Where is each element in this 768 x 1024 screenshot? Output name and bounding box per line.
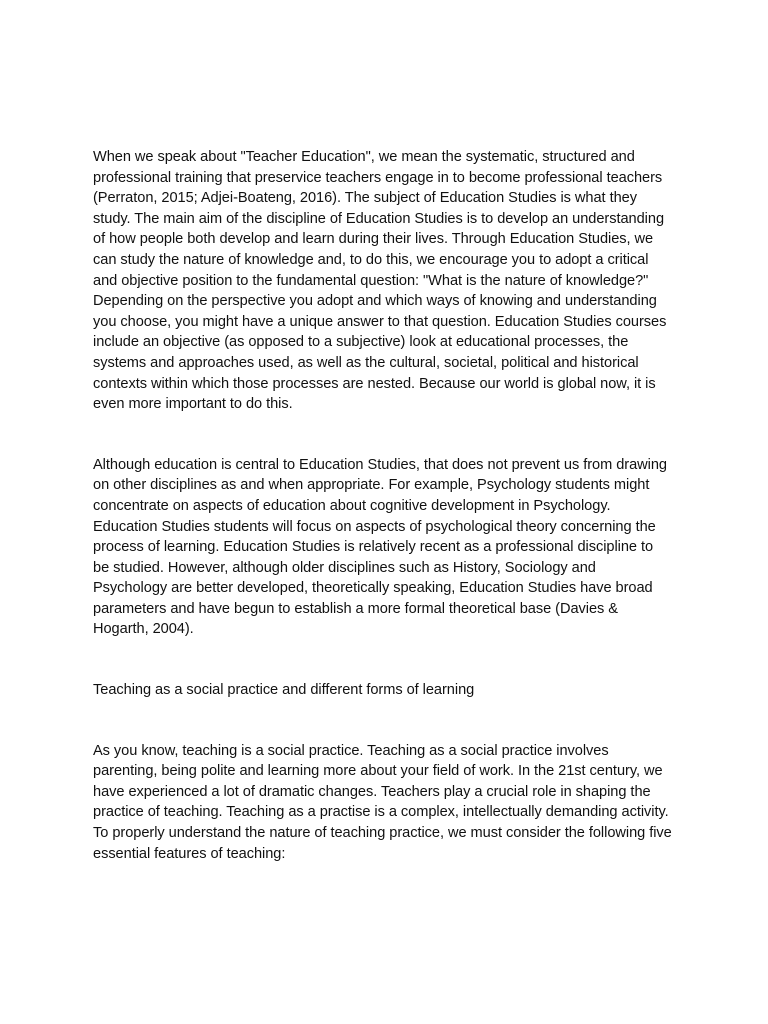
- paragraph-teaching-social-practice: As you know, teaching is a social practice. Teaching as a social practice involves parenting, being polite and learning more about your field of work. In the 21st century, we have experienced a lot of dramatic changes. Teachers play a crucial role in shaping the practice of teaching. Teaching as a practise is a complex, intellectually demanding activity. To properly understand the nature of teaching practice, we must consider the following five essential features of teaching:: [93, 742, 672, 862]
- section-heading: Teaching as a social practice and different forms of learning: [93, 682, 475, 699]
- document-page: [93, 147, 673, 864]
- paragraph-teacher-education: When we speak about "Teacher Education", we mean the systematic, structured and professional training that preservice teachers engage in to become professional teachers (Perraton, 2015; Adjei-Boateng, 2016). The subject of Education Studies is what they study. The main aim of the discipline of Education Studies is to develop an understanding of how people both develop and learn during their lives. Through Education Studies, we can study the nature of knowledge and, to do this, we encourage you to adopt a critical and objective position to the fundamental question: "What is the nature of knowledge?" Depending on the perspective you adopt and which ways of knowing and understanding you choose, you might have a unique answer to that question. Education Studies courses include an objective (as opposed to a subjective) look at educational processes, the systems and approaches used, as well as the cultural, societal, political and historical contexts within which those processes are nested. Because our world is global now, it is even more important to do this.: [93, 149, 667, 413]
- paragraph-education-studies-disciplines: Although education is central to Education Studies, that does not prevent us from drawing on other disciplines as and when appropriate. For example, Psychology students might concentrate on aspects of education about cognitive development in Psychology. Education Studies students will focus on aspects of psychological theory concerning the process of learning. Education Studies is relatively recent as a professional discipline to be studied. However, although older disciplines such as History, Sociology and Psychology are better developed, theoretically speaking, Education Studies have broad parameters and have begun to establish a more formal theoretical base (Davies & Hogarth, 2004).: [93, 456, 667, 638]
